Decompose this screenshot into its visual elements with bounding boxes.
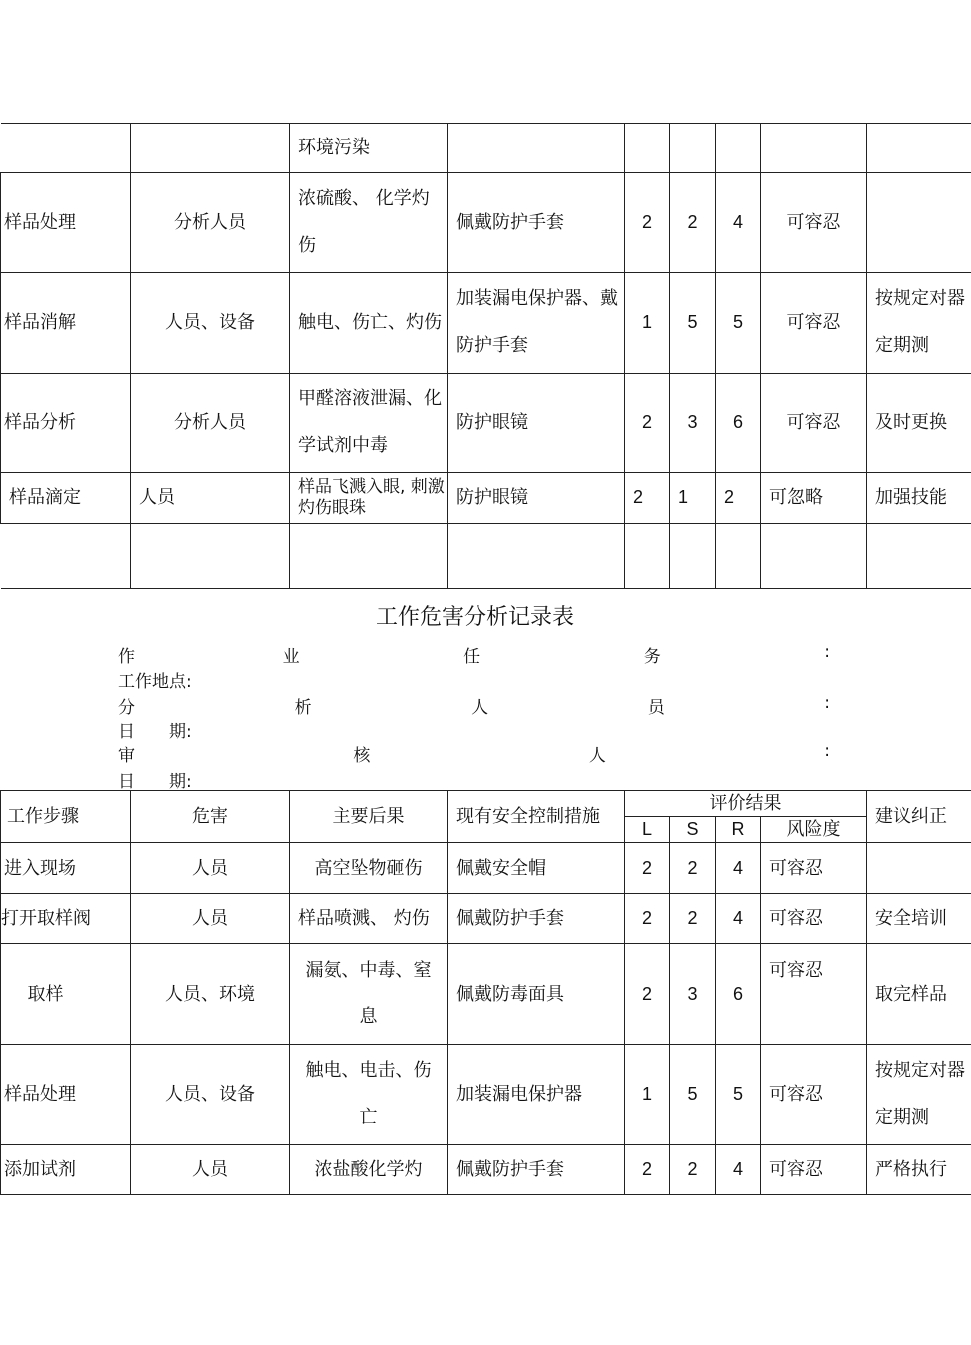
header-row (1, 791, 971, 817)
control-cell (448, 524, 625, 589)
s-cell: 3 (670, 374, 716, 473)
risk-cell: 可容忍 (761, 843, 867, 894)
task-char: 作 (118, 647, 135, 667)
reviewer-field (118, 741, 830, 766)
l-cell: 1 (625, 1045, 670, 1145)
date-label-2: 日 期: (118, 772, 192, 792)
form-title: 工作危害分析记录表 (375, 605, 574, 630)
risk-cell (761, 124, 867, 173)
table-row (1, 273, 971, 374)
l-cell: 2 (625, 894, 670, 944)
header-suggest: 建议纠正 (867, 791, 971, 843)
hazard-cell: 人员 (131, 894, 290, 944)
header-eval: 评价结果 (625, 791, 867, 817)
l-cell: 2 (625, 1145, 670, 1195)
step-cell: 进入现场 (1, 843, 131, 894)
header-consequence: 主要后果 (290, 791, 448, 843)
l-cell: 2 (625, 843, 670, 894)
header-r: R (716, 817, 761, 843)
header-s: S (670, 817, 716, 843)
consequence-cell: 触电、电击、伤亡 (290, 1045, 448, 1145)
hazard-cell: 人员、环境 (131, 944, 290, 1045)
control-cell: 佩戴防护手套 (448, 894, 625, 944)
consequence-cell: 漏氨、中毒、窒息 (290, 944, 448, 1045)
s-cell: 2 (670, 894, 716, 944)
control-cell: 加装漏电保护器 (448, 1045, 625, 1145)
header-risk: 风险度 (761, 817, 867, 843)
step-cell: 添加试剂 (1, 1145, 131, 1195)
risk-cell: 可容忍 (761, 374, 867, 473)
analyst-field (118, 693, 830, 718)
location-label: 工作地点: (118, 672, 192, 692)
table-row (1, 473, 971, 524)
r-cell (716, 124, 761, 173)
s-cell: 2 (670, 173, 716, 273)
task-char: : (824, 642, 830, 662)
analyst-char: 人 (471, 698, 489, 718)
r-cell: 5 (716, 1045, 761, 1145)
step-cell: 样品处理 (1, 1045, 131, 1145)
s-cell (670, 124, 716, 173)
header-control: 现有安全控制措施 (448, 791, 625, 843)
analyst-char: 分 (118, 698, 135, 718)
l-cell: 1 (625, 273, 670, 374)
control-cell (448, 124, 625, 173)
control-cell: 佩戴防护手套 (448, 173, 625, 273)
step-cell: 取样 (1, 944, 131, 1045)
hazard-analysis-table (0, 790, 971, 1195)
suggest-cell: 按规定对器定期测 (867, 273, 971, 374)
l-cell: 2 (625, 473, 670, 524)
consequence-cell: 样品飞溅入眼, 刺激灼伤眼珠 (290, 473, 448, 524)
r-cell: 5 (716, 273, 761, 374)
hazard-cell (131, 524, 290, 589)
header-step: 工作步骤 (1, 791, 131, 843)
risk-cell: 可容忍 (761, 894, 867, 944)
task-char: 业 (282, 647, 300, 667)
risk-cell: 可容忍 (761, 173, 867, 273)
r-cell: 6 (716, 944, 761, 1045)
table-row (1, 1045, 971, 1145)
s-cell: 5 (670, 1045, 716, 1145)
hazard-cell: 人员、设备 (131, 1045, 290, 1145)
table-row (1, 374, 971, 473)
step-cell: 样品分析 (1, 374, 131, 473)
r-cell: 6 (716, 374, 761, 473)
control-cell: 佩戴防护手套 (448, 1145, 625, 1195)
date-label-1: 日 期: (118, 722, 192, 742)
table-row (1, 894, 971, 944)
table-row (1, 1145, 971, 1195)
l-cell: 2 (625, 173, 670, 273)
r-cell: 4 (716, 894, 761, 944)
r-cell: 4 (716, 1145, 761, 1195)
s-cell: 2 (670, 843, 716, 894)
reviewer-char: : (824, 741, 830, 761)
step-cell: 样品消解 (1, 273, 131, 374)
suggest-cell (867, 524, 971, 589)
suggest-cell: 严格执行 (867, 1145, 971, 1195)
table-row (1, 524, 971, 589)
l-cell: 2 (625, 374, 670, 473)
hazard-table-continued (0, 123, 971, 589)
hazard-cell: 人员 (131, 843, 290, 894)
risk-cell: 可容忍 (761, 273, 867, 374)
consequence-cell: 环境污染 (290, 124, 448, 173)
r-cell: 2 (716, 473, 761, 524)
task-char: 任 (463, 647, 481, 667)
task-char: 务 (643, 647, 661, 667)
risk-cell: 可忽略 (761, 473, 867, 524)
suggest-cell (867, 124, 971, 173)
table-row (1, 124, 971, 173)
risk-cell: 可容忍 (761, 1045, 867, 1145)
l-cell (625, 124, 670, 173)
reviewer-char: 核 (353, 746, 371, 766)
suggest-cell: 取完样品 (867, 944, 971, 1045)
control-cell: 防护眼镜 (448, 374, 625, 473)
risk-cell (761, 524, 867, 589)
r-cell: 4 (716, 843, 761, 894)
step-cell: 样品处理 (1, 173, 131, 273)
s-cell: 2 (670, 1145, 716, 1195)
hazard-cell: 人员 (131, 473, 290, 524)
task-field (118, 642, 830, 667)
control-cell: 加装漏电保护器、戴防护手套 (448, 273, 625, 374)
reviewer-char: 审 (118, 746, 135, 766)
consequence-cell: 高空坠物砸伤 (290, 843, 448, 894)
consequence-cell: 触电、伤亡、灼伤 (290, 273, 448, 374)
s-cell (670, 524, 716, 589)
consequence-cell: 甲醛溶液泄漏、化学试剂中毒 (290, 374, 448, 473)
analyst-char: 析 (294, 698, 312, 718)
analyst-char: 员 (647, 698, 665, 718)
table-row (1, 173, 971, 273)
hazard-cell: 分析人员 (131, 374, 290, 473)
suggest-cell: 及时更换 (867, 374, 971, 473)
consequence-cell: 样品喷溅、 灼伤 (290, 894, 448, 944)
s-cell: 5 (670, 273, 716, 374)
step-cell (1, 124, 131, 173)
control-cell: 佩戴防毒面具 (448, 944, 625, 1045)
risk-cell: 可容忍 (761, 944, 867, 1045)
hazard-cell: 人员 (131, 1145, 290, 1195)
table-row (1, 843, 971, 894)
consequence-cell (290, 524, 448, 589)
l-cell (625, 524, 670, 589)
consequence-cell: 浓盐酸化学灼 (290, 1145, 448, 1195)
risk-cell: 可容忍 (761, 1145, 867, 1195)
control-cell: 佩戴安全帽 (448, 843, 625, 894)
suggest-cell: 按规定对器定期测 (867, 1045, 971, 1145)
control-cell: 防护眼镜 (448, 473, 625, 524)
l-cell: 2 (625, 944, 670, 1045)
hazard-cell: 人员、设备 (131, 273, 290, 374)
step-cell (1, 524, 131, 589)
r-cell (716, 524, 761, 589)
suggest-cell: 安全培训 (867, 894, 971, 944)
table-row (1, 944, 971, 1045)
suggest-cell (867, 173, 971, 273)
suggest-cell: 加强技能 (867, 473, 971, 524)
header-l: L (625, 817, 670, 843)
s-cell: 3 (670, 944, 716, 1045)
consequence-cell: 浓硫酸、 化学灼伤 (290, 173, 448, 273)
step-cell: 打开取样阀 (1, 894, 131, 944)
suggest-cell (867, 843, 971, 894)
hazard-cell: 分析人员 (131, 173, 290, 273)
step-cell: 样品滴定 (1, 473, 131, 524)
reviewer-char: 人 (588, 746, 606, 766)
hazard-cell (131, 124, 290, 173)
r-cell: 4 (716, 173, 761, 273)
header-hazard: 危害 (131, 791, 290, 843)
analyst-char: : (824, 693, 830, 713)
s-cell: 1 (670, 473, 716, 524)
